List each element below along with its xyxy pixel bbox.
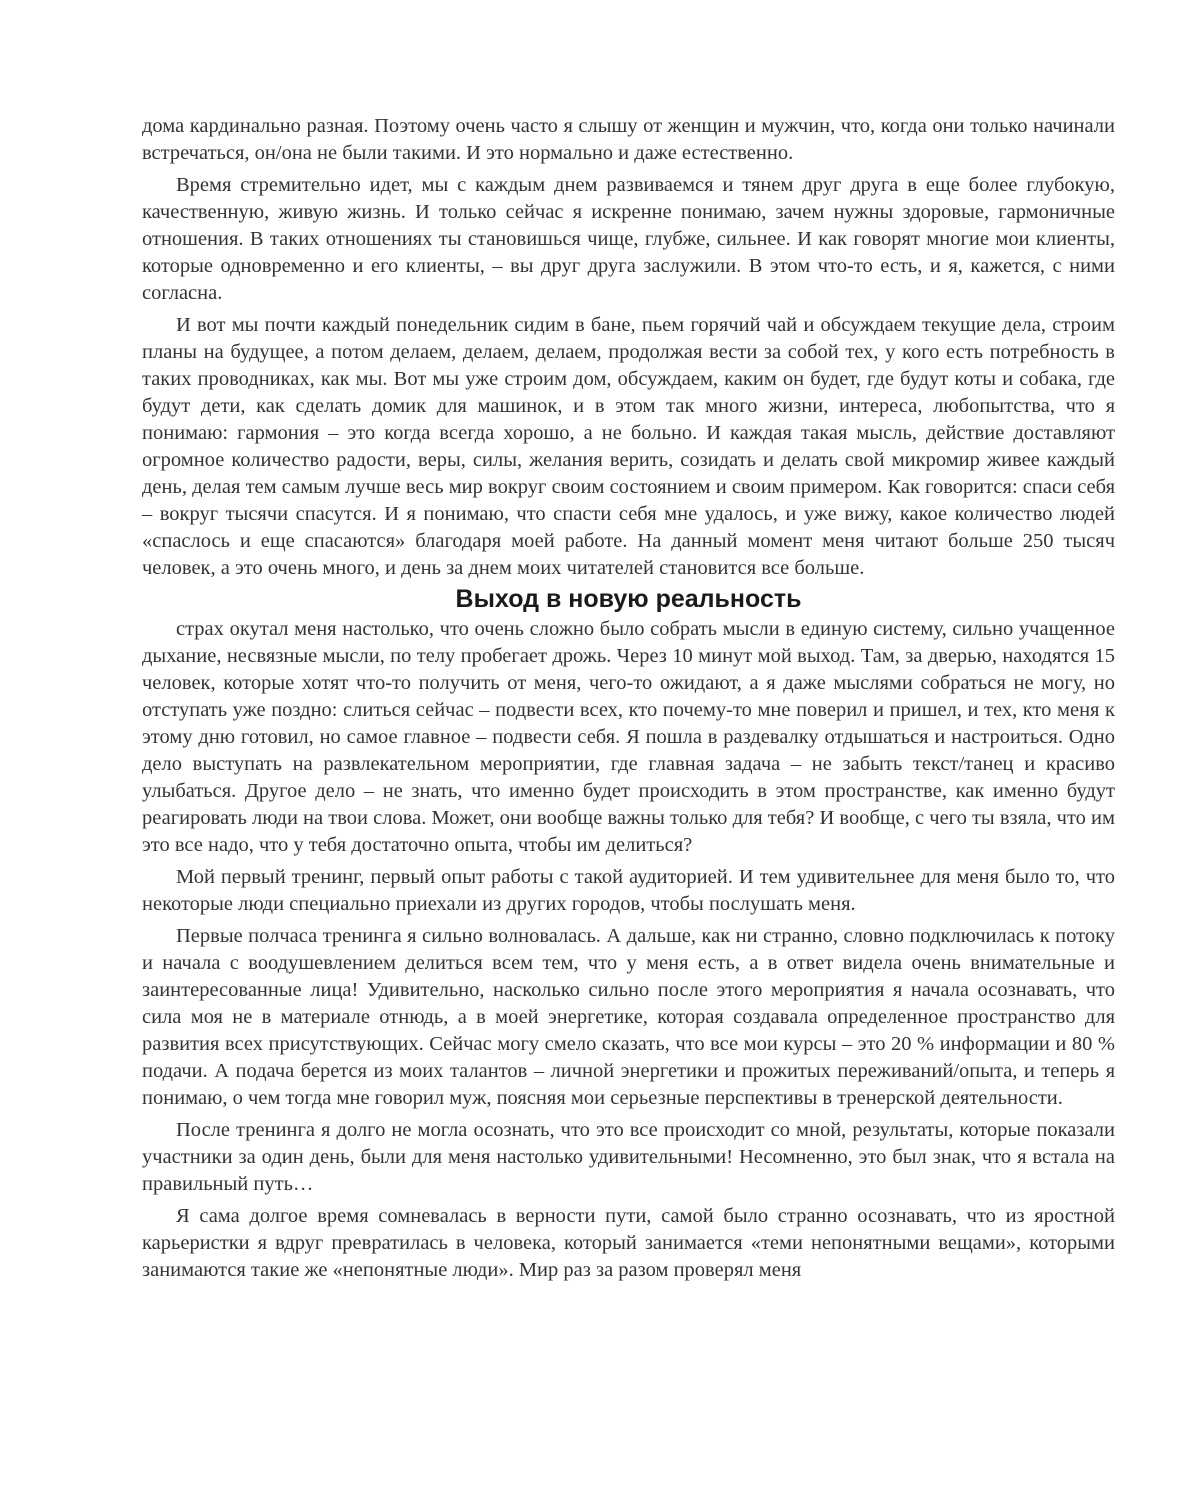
document-page xyxy=(142,113,1115,1289)
paragraph-2: Время стремительно идет, мы с каждым днем развиваемся и тянем друг друга в еще более глубокую, качественную, живую жизнь. И только сейчас я искренне понимаю, зачем нужны здоровые, гармоничные отношения. В таких отношениях ты становишься чище, глубже, сильнее. И как говорят многие мои клиенты, которые одновременно и его клиенты, – вы друг друга заслужили. В этом что-то есть, и я, кажется, с ними согласна. xyxy=(142,174,1115,304)
paragraph-1: дома кардинально разная. Поэтому очень часто я слышу от женщин и мужчин, что, когда они только начинали встречаться, он/она не были такими. И это нормально и даже естественно. xyxy=(142,115,1115,164)
paragraph-3: И вот мы почти каждый понедельник сидим в бане, пьем горячий чай и обсуждаем текущие дела, строим планы на будущее, а потом делаем, делаем, делаем, продолжая вести за собой тех, у кого есть потребность в таких проводниках, как мы. Вот мы уже строим дом, обсуждаем, каким он будет, где будут коты и собака, где будут дети, как сделать домик для машинок, и в этом так много жизни, интереса, любопытства, что я понимаю: гармония – это когда всегда хорошо, а не больно. И каждая такая мысль, действие доставляют огромное количество радости, веры, силы, желания верить, созидать и делать свой микромир живее каждый день, делая тем самым лучше весь мир вокруг своим состоянием и своим примером. Как говорится: спаси себя – вокруг тысячи спасутся. И я понимаю, что спасти себя мне удалось, и уже вижу, какое количество людей «спаслось и еще спасаются» благодаря моей работе. На данный момент меня читают больше 250 тысяч человек, а это очень много, и день за днем моих читателей становится все больше. xyxy=(142,314,1115,579)
paragraph-5: Мой первый тренинг, первый опыт работы с такой аудиторией. И тем удивительнее для меня было то, что некоторые люди специально приехали из других городов, чтобы послушать меня. xyxy=(142,866,1115,915)
paragraph-8: Я сама долгое время сомневалась в верности пути, самой было странно осознавать, что из яростной карьеристки я вдруг превратилась в человека, который занимается «теми непонятными вещами», которыми занимаются такие же «непонятные люди». Мир раз за разом проверял меня xyxy=(142,1205,1115,1281)
paragraph-7: После тренинга я долго не могла осознать, что это все происходит со мной, результаты, которые показали участники за один день, были для меня настолько удивительными! Несомненно, это был знак, что я встала на правильный путь… xyxy=(142,1119,1115,1195)
paragraph-6: Первые полчаса тренинга я сильно волновалась. А дальше, как ни странно, словно подключилась к потоку и начала с воодушевлением делиться всем тем, что у меня есть, а в ответ видела очень внимательные и заинтересованные лица! Удивительно, насколько сильно после этого мероприятия я начала осознавать, что сила моя не в материале отнюдь, а в моей энергетике, которая создавала определенное пространство для развития всех присутствующих. Сейчас могу смело сказать, что все мои курсы – это 20 % информации и 80 % подачи. А подача берется из моих талантов – личной энергетики и прожитых переживаний/опыта, и теперь я понимаю, о чем тогда мне говорил муж, поясняя мои серьезные перспективы в тренерской деятельности. xyxy=(142,925,1115,1109)
section-heading: Выход в новую реальность xyxy=(455,585,802,613)
paragraph-4: страх окутал меня настолько, что очень сложно было собрать мысли в единую систему, сильно учащенное дыхание, несвязные мысли, по телу пробегает дрожь. Через 10 минут мой выход. Там, за дверью, находятся 15 человек, которые хотят что-то получить от меня, чего-то ожидают, а я даже мыслями собраться не могу, но отступать уже поздно: слиться сейчас – подвести всех, кто почему-то мне поверил и пришел, и тех, кто меня к этому дню готовил, но самое главное – подвести себя. Я пошла в раздевалку отдышаться и настроиться. Одно дело выступать на развлекательном мероприятии, где главная задача – не забыть текст/танец и красиво улыбаться. Другое дело – не знать, что именно будет происходить в этом пространстве, как именно будут реагировать люди на твои слова. Может, они вообще важны только для тебя? И вообще, с чего ты взяла, что им это все надо, что у тебя достаточно опыта, чтобы им делиться? xyxy=(142,618,1115,856)
